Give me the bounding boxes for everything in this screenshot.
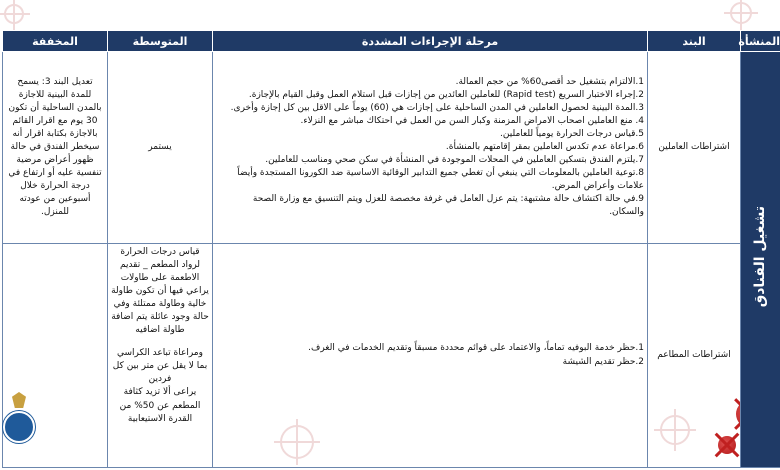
strict-restaurants: [213, 244, 648, 468]
header-facility: المنشأة: [741, 31, 780, 52]
eagle-emblem-icon: [12, 392, 26, 408]
medium-line: يراعى ألا تزيد كثافة المطعم عن 50% من القدرة الاستيعابية: [119, 387, 201, 424]
list-item: 1.الالتزام بتشغيل حد أقصى60% من حجم العمالة.: [455, 76, 644, 87]
list-item: 7.يلتزم الفندق بتسكين العاملين في المحلات الموجودة في المنشأة في سكن صحي ومناسب للعاملين.: [265, 155, 644, 166]
virus-decoration-icon: [4, 4, 24, 24]
medium-line: قياس درجات الحرارة لرواد المطعم _ تقديم الاطعمة على طاولات يراعي فيها أن تكون طاولة خالية وطاولة ممتلئة وفي حالة وجود عائلة يتم اضافة طاولة اضافيه: [111, 247, 209, 336]
list-item: 6.مراعاة عدم تكدس العاملين بمقر إقامتهم بالمنشأة.: [445, 141, 644, 152]
header-strict-phase: مرحلة الإجراءات المشددة: [213, 31, 648, 52]
medium-workers: [108, 52, 213, 244]
precautions-table: [2, 30, 780, 468]
ministry-logo: [2, 392, 36, 468]
table-row: [3, 52, 780, 244]
virus-decoration-icon: [730, 2, 752, 24]
clause-restaurants: اشتراطات المطاعم: [648, 244, 741, 468]
table-header-row: [3, 31, 780, 52]
header-mild-phase: المخففة: [3, 31, 108, 52]
spacer: [111, 337, 209, 347]
mild-workers: تعديل البند 3: يسمح للمدة البينية للاجازة بالمدن الساحلية أن تكون 30 يوم مع اقرار القائم بالاجازة بكتابة اقرار أنه سيخطر الفندق في حالة ظهور أعراض مرضية تنفسية عليه أو ارتفاع في درجة الحرارة خلال أسبوعين من عودته للمنزل.: [3, 52, 108, 244]
health-ministry-emblem-icon: [3, 411, 35, 443]
facility-cell: [741, 52, 780, 468]
facility-name: تشغيل الفنادق: [752, 206, 769, 308]
medium-line: ومراعاة تباعد الكراسي بما لا يقل عن متر بين كل فردين: [112, 348, 208, 385]
clause-workers: اشتراطات العاملين: [648, 52, 741, 244]
list-item: 1.حظر خدمة البوفيه تماماً، والاعتماد على قوائم محددة مسبقاً وتقديم الخدمات في الغرف.: [308, 343, 644, 354]
header-clause: البند: [648, 31, 741, 52]
strict-workers: [213, 52, 648, 244]
list-item: 8.توعية العاملين بالمعلومات التي ينبغي أن تغطي جميع التدابير الوقائية الاساسية ضد الكورونا المستجدة وأيضاً علامات وأعراض المرض.: [237, 168, 644, 192]
list-item: 9.في حالة اكتشاف حالة مشتبهة: يتم عزل العامل في غرفة مخصصة للعزل ويتم التنسيق مع وزارة الصحة والسكان.: [252, 194, 644, 218]
list-item: 3.المدة البينية لحصول العاملين في المدن الساحلية على إجازات هي (60) يوماً على الاقل بين كل إجازة وأخرى.: [230, 102, 644, 113]
list-item: 5.قياس درجات الحرارة يومياً للعاملين.: [500, 128, 644, 139]
medium-line: يستمر: [148, 141, 172, 152]
table-row: [3, 244, 780, 468]
medium-restaurants: [108, 244, 213, 468]
list-item: 4. منع العاملين اصحاب الامراض المزمنة وكبار السن من العمل في احتكاك مباشر مع النزلاء.: [300, 115, 644, 126]
header-medium-phase: المتوسطة: [108, 31, 213, 52]
list-item: 2.حظر تقديم الشيشة: [562, 356, 644, 367]
list-item: 2.إجراء الاختبار السريع (Rapid test) للعاملين العائدين من إجازات قبل استلام العمل وقبل القيام بالإجازة.: [248, 89, 644, 100]
